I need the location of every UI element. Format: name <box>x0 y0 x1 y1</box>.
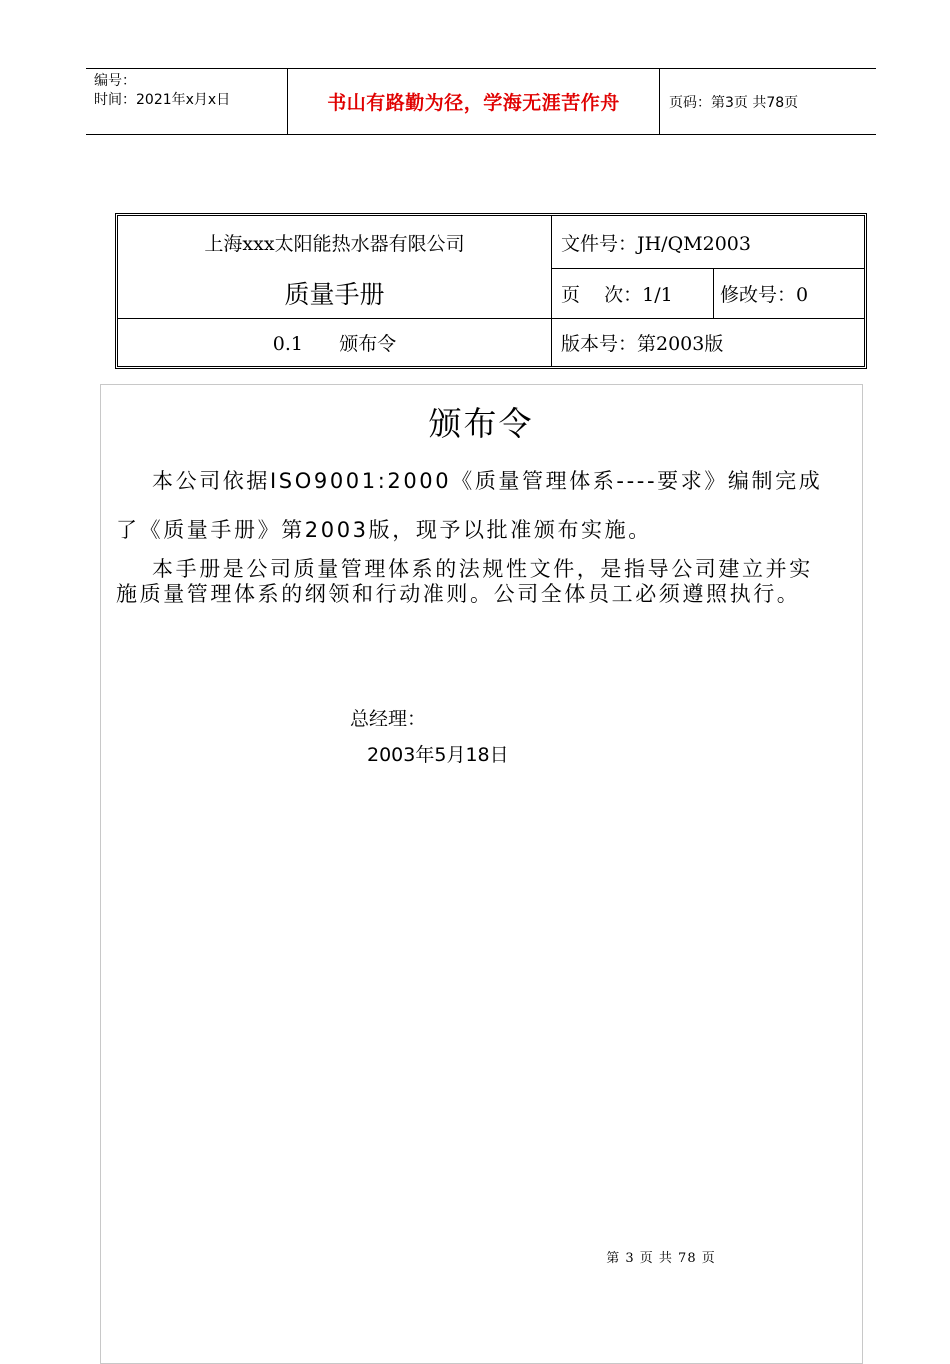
revision-number: 修改号：0 <box>720 283 809 306</box>
file-number: 文件号：JH/QM2003 <box>561 232 751 255</box>
page-info-text: 页码：第3页 共78页 <box>669 94 799 111</box>
version-number: 版本号：第2003版 <box>561 332 724 355</box>
paragraph-1-line-1: 本公司依据ISO9001:2000《质量管理体系----要求》编制完成 <box>152 469 823 493</box>
serial-label: 编号： <box>94 73 136 89</box>
motto-text: 书山有路勤为径，学海无涯苦作舟 <box>327 92 620 114</box>
time-label: 时间：2021年x月x日 <box>94 92 231 108</box>
paragraph-2-line-1: 本手册是公司质量管理体系的法规性文件，是指导公司建立并实 <box>152 557 813 581</box>
paragraph-1-line-2: 了《质量手册》第2003版，现予以批准颁布实施。 <box>116 518 652 542</box>
signer-label: 总经理： <box>350 708 427 730</box>
table-divider-vertical <box>551 216 552 366</box>
header-page-info <box>669 69 798 134</box>
document-info-table <box>115 213 867 369</box>
footer-page-number: 第 3 页 共 78 页 <box>606 1251 716 1266</box>
page-count: 页 次：1/1 <box>561 283 673 306</box>
header-meta <box>94 72 230 110</box>
sign-date: 2003年5月18日 <box>367 744 509 766</box>
manual-title: 质量手册 <box>284 280 385 309</box>
company-name: 上海xxx太阳能热水器有限公司 <box>204 232 465 255</box>
document-heading: 颁布令 <box>428 404 534 443</box>
page-header <box>86 68 876 135</box>
header-motto-cell <box>287 69 660 134</box>
section-title: 0.1 颁布令 <box>272 332 397 355</box>
paragraph-2-line-2: 施质量管理体系的纲领和行动准则。公司全体员工必须遵照执行。 <box>116 582 801 606</box>
